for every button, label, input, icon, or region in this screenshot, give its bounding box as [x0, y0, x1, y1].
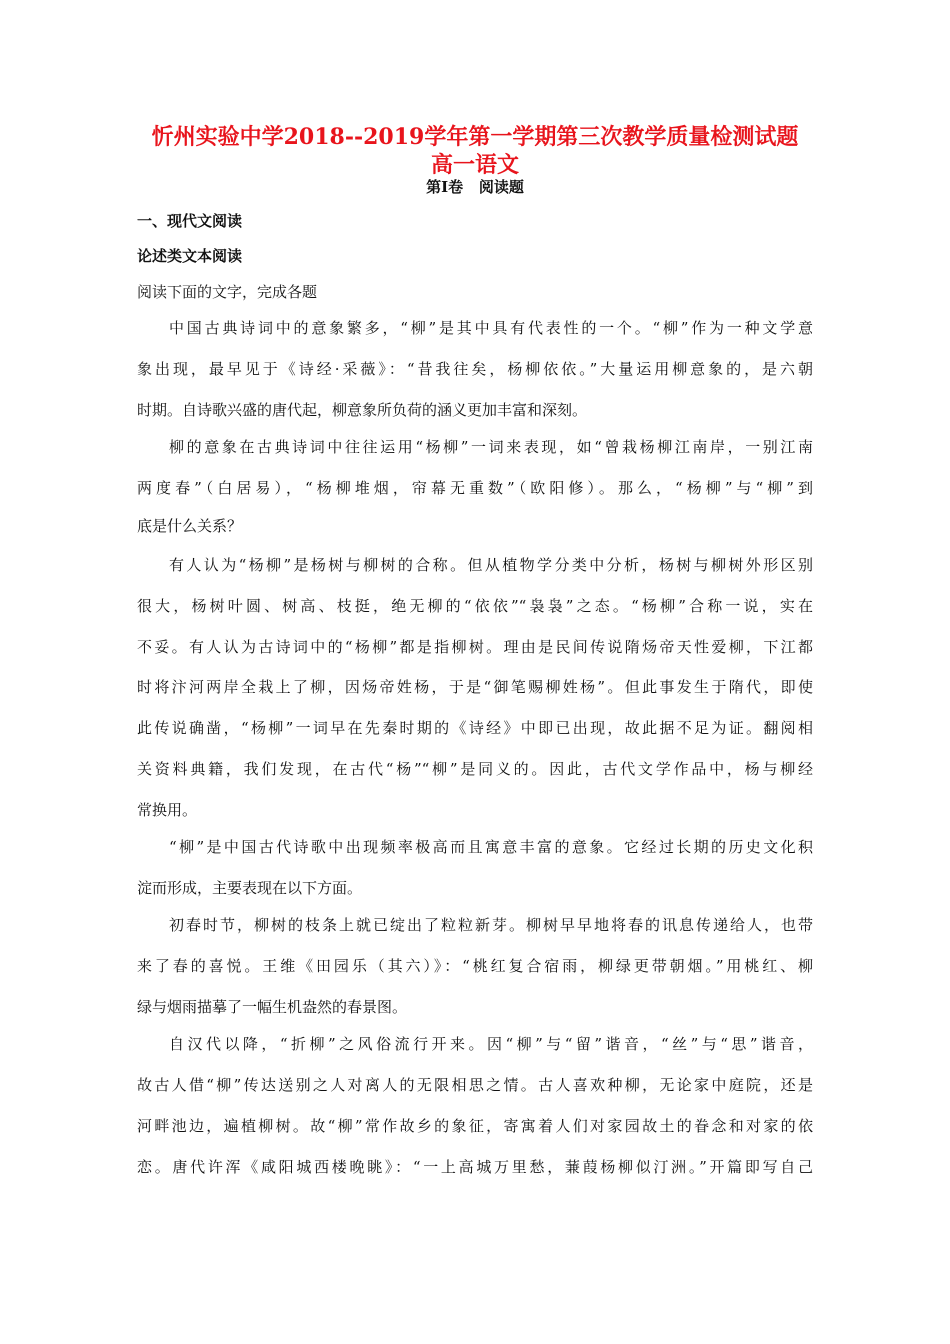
text-line: 底是什么关系？	[137, 517, 243, 535]
text-line: 象出现，最早见于《诗经·采薇》：“昔我往矣，杨柳依依。”大量运用柳意象的，是六朝	[137, 360, 813, 378]
text-line: 时期。自诗歌兴盛的唐代起，柳意象所负荷的涵义更加丰富和深刻。	[137, 401, 588, 419]
text-line: 柳的意象在古典诗词中往往运用“杨柳”一词来表现，如“曾栽杨柳江南岸，一别江南	[169, 438, 813, 456]
text-line: 绿与烟雨描摹了一幅生机盎然的春景图。	[137, 998, 408, 1016]
text-line: 故古人借“柳”传达送别之人对离人的无限相思之情。古人喜欢种柳，无论家中庭院，还是	[137, 1076, 813, 1094]
text-line: 来了春的喜悦。王维《田园乐（其六）》：“桃红复合宿雨，柳绿更带朝烟。”用桃红、柳	[137, 957, 813, 975]
document-subtitle: 高一语文	[430, 152, 519, 178]
text-line: 此传说确凿，“杨柳”一词早在先秦时期的《诗经》中即已出现，故此据不足为证。翻阅相	[137, 719, 813, 737]
section-heading: 一、现代文阅读	[137, 212, 243, 230]
text-line: 有人认为“杨柳”是杨树与柳树的合称。但从植物学分类中分析，杨树与柳树外形区别	[169, 556, 813, 574]
text-line: 初春时节，柳树的枝条上就已绽出了粒粒新芽。柳树早早地将春的讯息传递给人，也带	[169, 916, 813, 934]
text-line: 恋。唐代许浑《咸阳城西楼晚眺》：“一上高城万里愁，蒹葭杨柳似汀洲。”开篇即写自己	[137, 1158, 813, 1176]
text-line: 两度春”（白居易），“杨柳堆烟，帘幕无重数”（欧阳修）。那么，“杨柳”与“柳”到	[137, 479, 813, 497]
text-line: 时将汴河两岸全栽上了柳，因炀帝姓杨，于是“御笔赐柳姓杨”。但此事发生于隋代，即使	[137, 678, 813, 696]
text-line: 淀而形成，主要表现在以下方面。	[137, 879, 363, 897]
volume-title: 第Ⅰ卷 阅读题	[426, 178, 524, 196]
text-line: 不妥。有人认为古诗词中的“杨柳”都是指柳树。理由是民间传说隋炀帝天性爱柳，下江都	[137, 638, 813, 656]
text-line: 很大，杨树叶圆、树高、枝挺，绝无柳的“依依”“袅袅”之态。“杨柳”合称一说，实在	[137, 597, 813, 615]
text-line: 常换用。	[137, 801, 198, 819]
text-line: 关资料典籍，我们发现，在古代“杨”“柳”是同义的。因此，古代文学作品中，杨与柳经	[137, 760, 813, 778]
reading-instruction: 阅读下面的文字，完成各题	[137, 283, 318, 301]
subsection-heading: 论述类文本阅读	[137, 247, 243, 265]
text-line: 河畔池边，遍植柳树。故“柳”常作故乡的象征，寄寓着人们对家园故土的眷念和对家的依	[137, 1117, 813, 1135]
text-line: 中国古典诗词中的意象繁多，“柳”是其中具有代表性的一个。“柳”作为一种文学意	[169, 319, 813, 337]
document-title: 忻州实验中学2018--2019学年第一学期第三次教学质量检测试题	[151, 124, 799, 150]
text-line: 自汉代以降，“折柳”之风俗流行开来。因“柳”与“留”谐音，“丝”与“思”谐音，	[169, 1035, 813, 1053]
text-line: “柳”是中国古代诗歌中出现频率极高而且寓意丰富的意象。它经过长期的历史文化积	[169, 838, 813, 856]
